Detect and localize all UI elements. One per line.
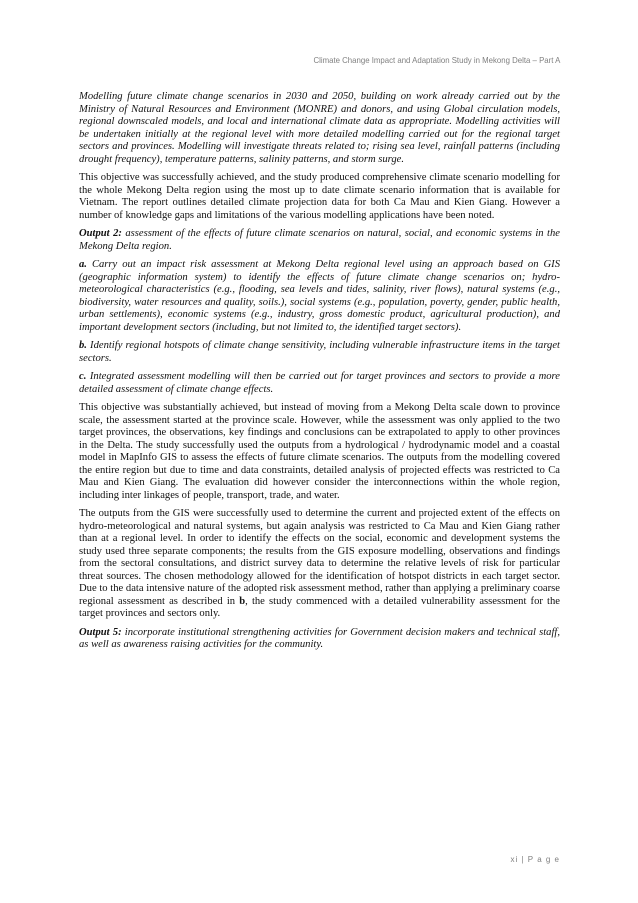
output-2-paragraph xyxy=(79,228,560,253)
item-b-text: Identify regional hotspots of climate change sensitivity, including vulnerable infrastructure items in the target sectors. xyxy=(79,340,560,364)
item-a-paragraph xyxy=(79,259,560,334)
gis-outputs-text-1: The outputs from the GIS were successfully used to determine the current and projected extent of the effects on hydro-meteorological and natural systems, but again analysis was restricted to Ca Mau and Kien Giang rather than at a regional level. In order to identify the effects on the social, economic and development systems the study used three separate components; the results from the GIS exposure modelling, observations and findings from the sectoral consultations, and district survey data to determine the relative levels of risk for particular threat sources. The chosen methodology allowed for the identification of hotspot districts in each target sector. Due to the data intensive nature of the adopted risk assessment method, rather than applying a preliminary coarse regional assessment as described in xyxy=(79,508,560,607)
item-a-text: Carry out an impact risk assessment at Mekong Delta regional level using an approach based on GIS (geographic information system) to identify the effects of future climate change scenarios on; hydro-meteorological characteristics (e.g., flooding, sea levels and tides, salinity, river flows), natural systems (e.g., biodiversity, water resources and quality, soils.), social systems (e.g., population, poverty, gender, public health, urban settlements), economic systems (e.g., industry, gross domestic product, agricultural production), and important development sectors (including, but not limited to, the identified target sectors). xyxy=(79,259,560,333)
item-b-paragraph xyxy=(79,340,560,365)
gis-outputs-paragraph xyxy=(79,508,560,621)
page-number: xi | P a g e xyxy=(510,855,560,864)
output-5-paragraph xyxy=(79,627,560,652)
output-2-label: Output 2: xyxy=(79,228,122,239)
document-body xyxy=(79,91,560,658)
output-5-label: Output 5: xyxy=(79,626,122,638)
gis-outputs-bold-ref: b xyxy=(239,595,246,607)
objective-description: Modelling future climate change scenarios in 2030 and 2050, building on work already carried out by the Ministry of Natural Resources and Environment (MONRE) and donors, and using Global circulation models, regional downscaled models, and local and international climate data as appropriate. Modelling activities will be undertaken initially at the regional level with more detailed modelling carried out for the regional target sectors and provinces. Modelling will investigate threats related to; rising sea level, rainfall patterns (including drought frequency), temperature patterns, salinity patterns, and storm surge. xyxy=(79,91,560,165)
output-2-achievement-paragraph: This objective was substantially achieved, but instead of moving from a Mekong Delta scale down to province scale, the assessment started at the province scale. However, while the assessment was only applied to the two target provinces, the observations, key findings and conclusions can be extrapolated to apply to other provinces in the Delta. The study successfully used the outputs from a hydrological / hydrodynamic model and a coastal model in MapInfo GIS to assess the effects of future climate scenarios. The outputs from the modelling covered the entire region but due to time and data constraints, detailed analysis of projected effects was restricted to Ca Mau and Kien Giang. The evaluation did however consider the interconnections within the whole region, including inter linkages of people, transport, trade, and water. xyxy=(79,402,560,501)
item-c-text: Integrated assessment modelling will then be carried out for target provinces and sectors to provide a more detailed assessment of climate change effects. xyxy=(79,371,560,395)
gis-outputs-text-2: , the study commenced with a detailed vulnerability assessment for the target provinces and sectors only. xyxy=(79,595,561,619)
output-2-text: assessment of the effects of future climate scenarios on natural, social, and economic systems in the Mekong Delta region. xyxy=(79,228,560,252)
item-b-label: b. xyxy=(79,340,87,351)
running-header: Climate Change Impact and Adaptation Study in Mekong Delta – Part A xyxy=(313,55,560,65)
item-c-label: c. xyxy=(79,371,87,382)
output-5-text: incorporate institutional strengthening activities for Government decision makers and technical staff, as well as awareness raising activities for the community. xyxy=(79,626,560,650)
objective-assessment-paragraph: This objective was successfully achieved, and the study produced comprehensive climate scenario modelling for the whole Mekong Delta region using the most up to date climate scenario information that is available for Vietnam. The report outlines detailed climate projection data for both Ca Mau and Kien Giang. However a number of knowledge gaps and limitations of the various modelling applications have been noted. xyxy=(79,172,560,221)
item-c-paragraph xyxy=(79,371,560,396)
item-a-label: a. xyxy=(79,259,87,270)
